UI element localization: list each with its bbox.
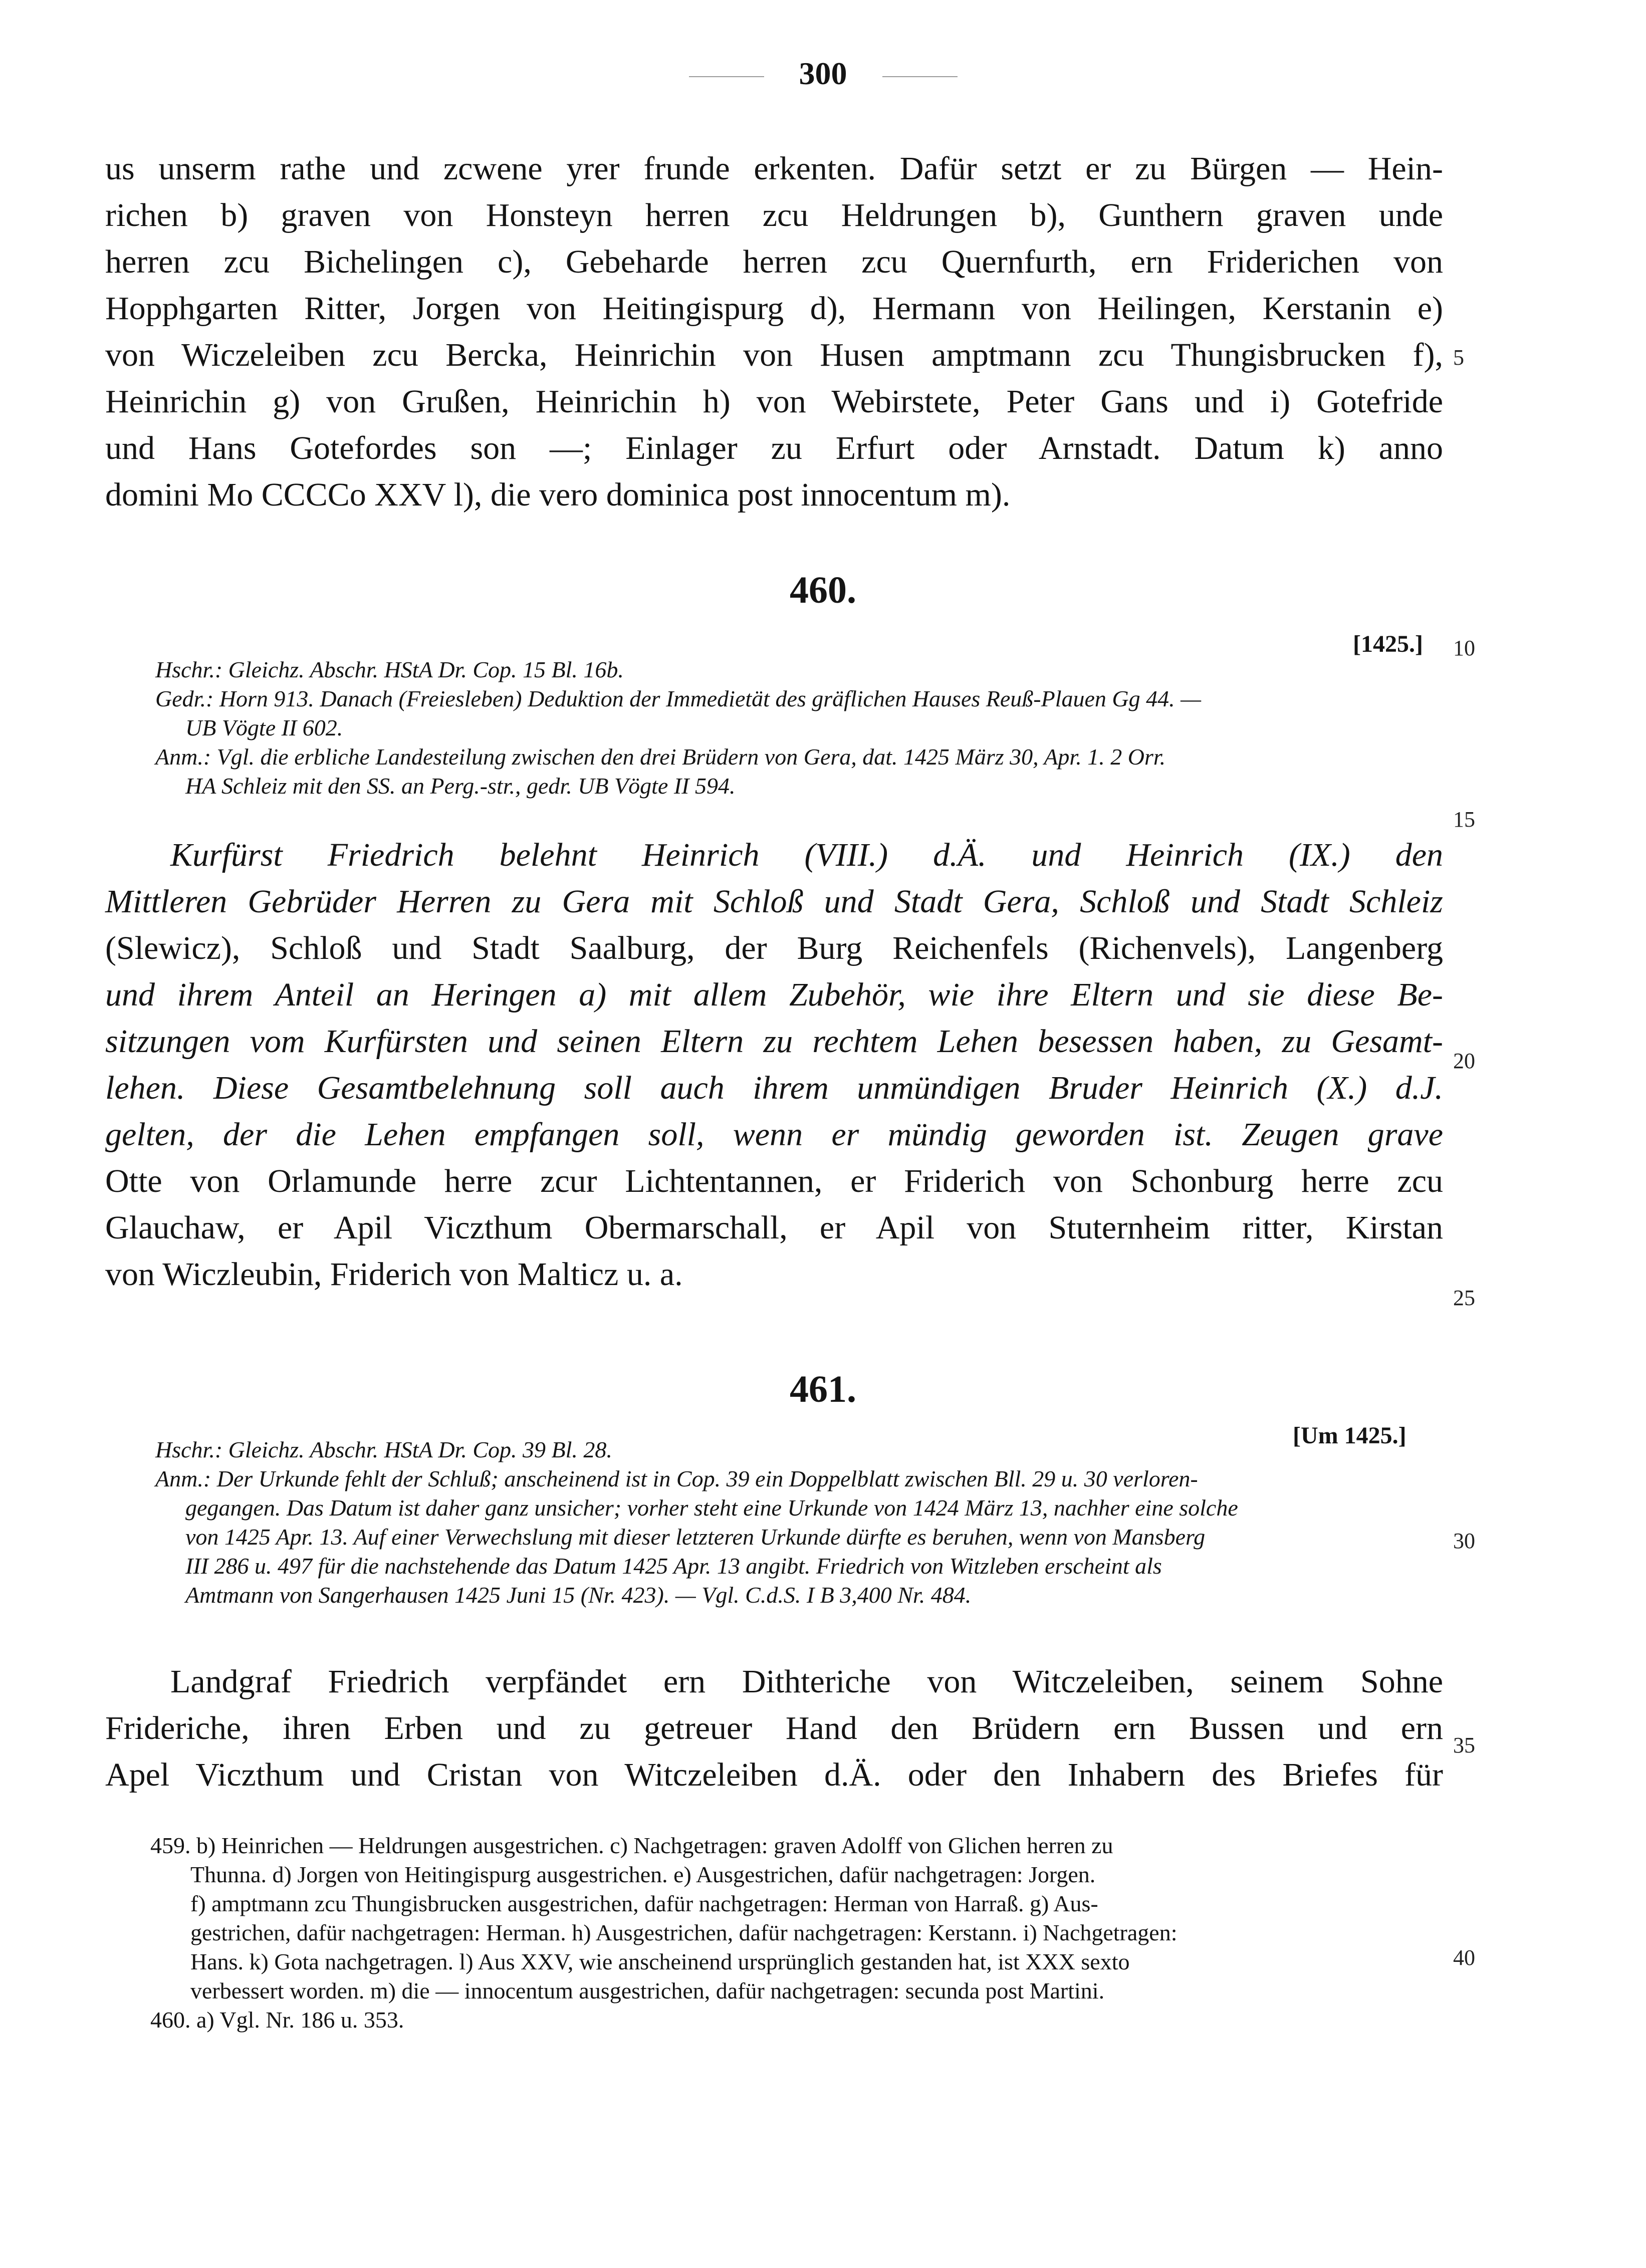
body-line: Landgraf Friedrich verpfändet ern Dithteriche von Witczeleiben, seinem Sohne — [170, 1663, 1443, 1700]
footnote-line: gestrichen, dafür nachgetragen: Herman. h) Ausgestrichen, dafür nachgetragen: Kerstann. i) Nachgetragen: — [190, 1920, 1178, 1945]
doc460-apparatus — [105, 655, 1443, 801]
body-line: us unserm rathe und zcwene yrer frunde erkenten. Dafür setzt er zu Bürgen — Hein- — [105, 150, 1443, 187]
body-line: Otte von Orlamunde herre zcur Lichtentannen, er Friderich von Schonburg herre zcu — [105, 1163, 1443, 1199]
footnote-line: f) amptmann zcu Thungisbrucken ausgestrichen, dafür nachgetragen: Herman von Harraß. g) Aus- — [190, 1891, 1098, 1916]
line-number: 10 — [1453, 636, 1475, 660]
meta-line: Hschr.: Gleichz. Abschr. HStA Dr. Cop. 15 Bl. 16b. — [155, 657, 624, 682]
page-number-text: 300 — [799, 56, 847, 91]
doc460-text — [105, 832, 1443, 1298]
regest-line: gelten, der die Lehen empfangen soll, wenn er mündig geworden ist. Zeugen grave — [105, 1116, 1443, 1153]
body-line: herren zcu Bichelingen c), Gebeharde herren zcu Quernfurth, ern Friderichen von — [105, 243, 1443, 280]
meta-line: Anm.: Vgl. die erbliche Landesteilung zwischen den drei Brüdern von Gera, dat. 1425 März 30, Apr. 1. 2 Orr. — [155, 744, 1166, 770]
doc461-text — [105, 1658, 1443, 1798]
regest-line: sitzungen vom Kurfürsten und seinen Eltern zu rechtem Lehen besessen haben, zu Gesamt- — [105, 1023, 1443, 1060]
body-line: und Hans Gotefordes son —; Einlager zu Erfurt oder Arnstadt. Datum k) anno — [105, 430, 1443, 466]
body-line: Hopphgarten Ritter, Jorgen von Heitingispurg d), Hermann von Heilingen, Kerstanin e) — [105, 290, 1443, 327]
footnote-line: Hans. k) Gota nachgetragen. l) Aus XXV, wie anscheinend ursprünglich gestanden hat, ist XXX sexto — [190, 1949, 1130, 1974]
meta-line: III 286 u. 497 für die nachstehende das Datum 1425 Apr. 13 angibt. Friedrich von Witzleben erscheint als — [185, 1553, 1162, 1579]
regest-line: und ihrem Anteil an Heringen a) mit allem Zubehör, wie ihre Eltern und sie diese Be- — [105, 976, 1443, 1013]
body-line: Heinrichin g) von Grußen, Heinrichin h) von Webirstete, Peter Gans und i) Gotefride — [105, 383, 1443, 420]
body-line: Apel Viczthum und Cristan von Witczeleiben d.Ä. oder den Inhabern des Briefes für — [105, 1756, 1443, 1793]
doc460-date: [1425.] — [1353, 631, 1423, 657]
footnote-line: 460. a) Vgl. Nr. 186 u. 353. — [150, 2007, 404, 2033]
meta-line: gegangen. Das Datum ist daher ganz unsicher; vorher steht eine Urkunde von 1424 März 13, nachher eine solche — [185, 1495, 1238, 1521]
body-line: Frideriche, ihren Erben und zu getreuer Hand den Brüdern ern Bussen und ern — [105, 1710, 1443, 1746]
body-line: richen b) graven von Honsteyn herren zcu Heldrungen b), Gunthern graven unde — [105, 197, 1443, 233]
doc-number-461: 461. — [790, 1368, 856, 1410]
meta-line: HA Schleiz mit den SS. an Perg.-str., gedr. UB Vögte II 594. — [185, 773, 736, 799]
meta-line: UB Vögte II 602. — [185, 715, 343, 740]
meta-line: von 1425 Apr. 13. Auf einer Verwechslung mit dieser letzteren Urkunde dürfte es beruhen, wenn von Mansberg — [185, 1524, 1206, 1550]
doc461-apparatus — [105, 1435, 1443, 1610]
meta-line: Gedr.: Horn 913. Danach (Freiesleben) Deduktion der Immedietät des gräflichen Hauses Reuß-Plauen Gg 44. — — [155, 686, 1202, 711]
body-line: Glauchaw, er Apil Viczthum Obermarschall, er Apil von Stuternheim ritter, Kirstan — [105, 1209, 1443, 1246]
doc461-date: [Um 1425.] — [1293, 1422, 1406, 1449]
line-number: 25 — [1453, 1286, 1475, 1310]
page-number — [0, 55, 1646, 92]
body-line: von Wiczleubin, Friderich von Malticz u. a. — [105, 1256, 683, 1293]
line-number: 5 — [1453, 345, 1464, 370]
doc-number-460: 460. — [790, 569, 856, 611]
header-rule-left — [689, 76, 764, 77]
meta-line: Hschr.: Gleichz. Abschr. HStA Dr. Cop. 39 Bl. 28. — [155, 1437, 612, 1462]
body-line: von Wiczeleiben zcu Bercka, Heinrichin von Husen amptmann zcu Thungisbrucken f), — [105, 337, 1443, 373]
footnote-line: Thunna. d) Jorgen von Heitingispurg ausgestrichen. e) Ausgestrichen, dafür nachgetragen: Jorgen. — [190, 1862, 1096, 1887]
body-line: (Slewicz), Schloß und Stadt Saalburg, der Burg Reichenfels (Richenvels), Langenberg — [105, 930, 1443, 966]
footnote-line: verbessert worden. m) die — innocentum ausgestrichen, dafür nachgetragen: secunda post Martini. — [190, 1978, 1105, 2003]
line-number: 30 — [1453, 1529, 1475, 1553]
meta-line: Amtmann von Sangerhausen 1425 Juni 15 (Nr. 423). — Vgl. C.d.S. I B 3,400 Nr. 484. — [185, 1582, 972, 1608]
line-number: 40 — [1453, 1945, 1475, 1970]
line-number: 35 — [1453, 1733, 1475, 1757]
regest-line: Mittleren Gebrüder Herren zu Gera mit Schloß und Stadt Gera, Schloß und Stadt Schleiz — [105, 883, 1443, 920]
body-line: domini Mo CCCCo XXV l), die vero dominica post innocentum m). — [105, 476, 1011, 513]
doc459-tail — [105, 145, 1443, 518]
line-number: 15 — [1453, 807, 1475, 832]
footnotes — [105, 1831, 1443, 2035]
meta-line: Anm.: Der Urkunde fehlt der Schluß; anscheinend ist in Cop. 39 ein Doppelblatt zwischen Bll. 29 u. 30 verloren- — [155, 1466, 1198, 1491]
footnote-line: 459. b) Heinrichen — Heldrungen ausgestrichen. c) Nachgetragen: graven Adolff von Glichen herren zu — [150, 1833, 1113, 1858]
regest-line: Kurfürst Friedrich belehnt Heinrich (VIII.) d.Ä. und Heinrich (IX.) den — [170, 837, 1443, 873]
regest-line: lehen. Diese Gesamtbelehnung soll auch ihrem unmündigen Bruder Heinrich (X.) d.J. — [105, 1070, 1443, 1106]
header-rule-right — [882, 76, 958, 77]
line-number: 20 — [1453, 1049, 1475, 1073]
